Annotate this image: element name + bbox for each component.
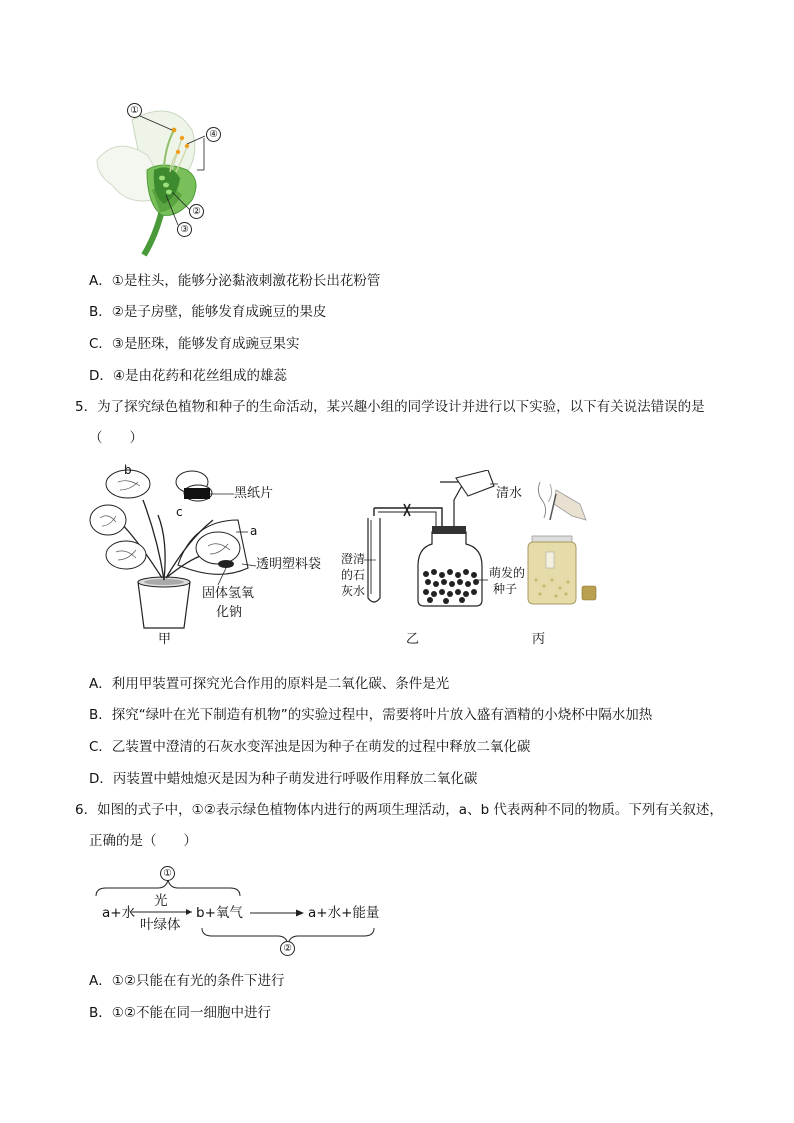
jia-label-a: a — [250, 524, 258, 538]
jia-black-paper: 黑纸片 — [234, 486, 274, 501]
jia-label-c: c — [176, 505, 183, 519]
jia-caption: 甲 — [158, 632, 172, 647]
yi-caption: 乙 — [406, 632, 420, 647]
q6-option-a: A．①②只能在有光的条件下进行 — [89, 973, 285, 989]
q4-option-a: A．①是柱头，能够分泌黏液刺激花粉长出花粉管 — [89, 273, 381, 289]
q5-option-a: A．利用甲装置可探究光合作用的原料是二氧化碳、条件是光 — [89, 676, 450, 692]
jia-naoh-line1: 固体氢氧 — [202, 586, 255, 601]
formula-right: a+水+能量 — [308, 905, 380, 921]
yi-limewater-line1: 澄清 — [341, 552, 366, 566]
formula-chloroplast: 叶绿体 — [140, 917, 181, 933]
yi-seeds-line1: 萌发的 — [489, 566, 526, 580]
flower-label-3: ③ — [177, 222, 192, 237]
flower-label-1: ① — [127, 103, 142, 118]
q5-option-b: B．探究“绿叶在光下制造有机物”的实验过程中，需要将叶片放入盛有酒精的小烧杯中隔水加热 — [89, 707, 653, 723]
q5-paren: （ ） — [89, 430, 143, 446]
candle-jar-photo — [510, 480, 600, 610]
pea-flower-illustration — [92, 100, 232, 258]
q4-option-c: C．③是胚珠，能够发育成豌豆果实 — [89, 336, 300, 352]
q6-formula — [92, 866, 392, 956]
q6-option-b: B．①②不能在同一细胞中进行 — [89, 1005, 271, 1021]
formula-num-2: ② — [280, 941, 295, 956]
q5-option-d: D．丙装置中蜡烛熄灭是因为种子萌发进行呼吸作用释放二氧化碳 — [89, 771, 478, 787]
jia-naoh-line2: 化钠 — [216, 605, 243, 620]
jia-label-b: b — [124, 463, 132, 477]
flower-figure — [92, 100, 232, 258]
formula-num-1: ① — [160, 866, 175, 881]
q5-stem: 5．为了探究绿色植物和种子的生命活动，某兴趣小组的同学设计并进行以下实验，以下有关说法错误的是 — [75, 399, 705, 415]
q6-stem-line1: 6．如图的式子中，①②表示绿色植物体内进行的两项生理活动，a、b 代表两种不同的物质。下列有关叙述， — [75, 802, 723, 818]
formula-left: a+水 — [102, 905, 136, 921]
fig-jia — [88, 460, 358, 655]
flower-label-2: ② — [189, 204, 204, 219]
yi-clear-water: 清水 — [496, 486, 523, 501]
q5-option-c: C．乙装置中澄清的石灰水变浑浊是因为种子在萌发的过程中释放二氧化碳 — [89, 739, 531, 755]
formula-light: 光 — [154, 893, 168, 909]
fig-yi — [338, 470, 528, 655]
yi-limewater-line3: 灰水 — [341, 584, 366, 598]
formula-middle: b+氧气 — [196, 905, 243, 921]
fig-bing — [510, 480, 600, 655]
yi-seeds-line2: 种子 — [493, 582, 518, 596]
jia-plastic-bag: 透明塑料袋 — [256, 557, 322, 572]
q4-option-d: D．④是由花药和花丝组成的雄蕊 — [89, 368, 287, 384]
yi-limewater-line2: 的石 — [341, 568, 366, 582]
q6-stem-line2: 正确的是（ ） — [89, 833, 197, 849]
flower-label-4: ④ — [206, 127, 221, 142]
q4-option-b: B．②是子房壁，能够发育成豌豆的果皮 — [89, 304, 327, 320]
bing-caption: 丙 — [532, 632, 546, 647]
